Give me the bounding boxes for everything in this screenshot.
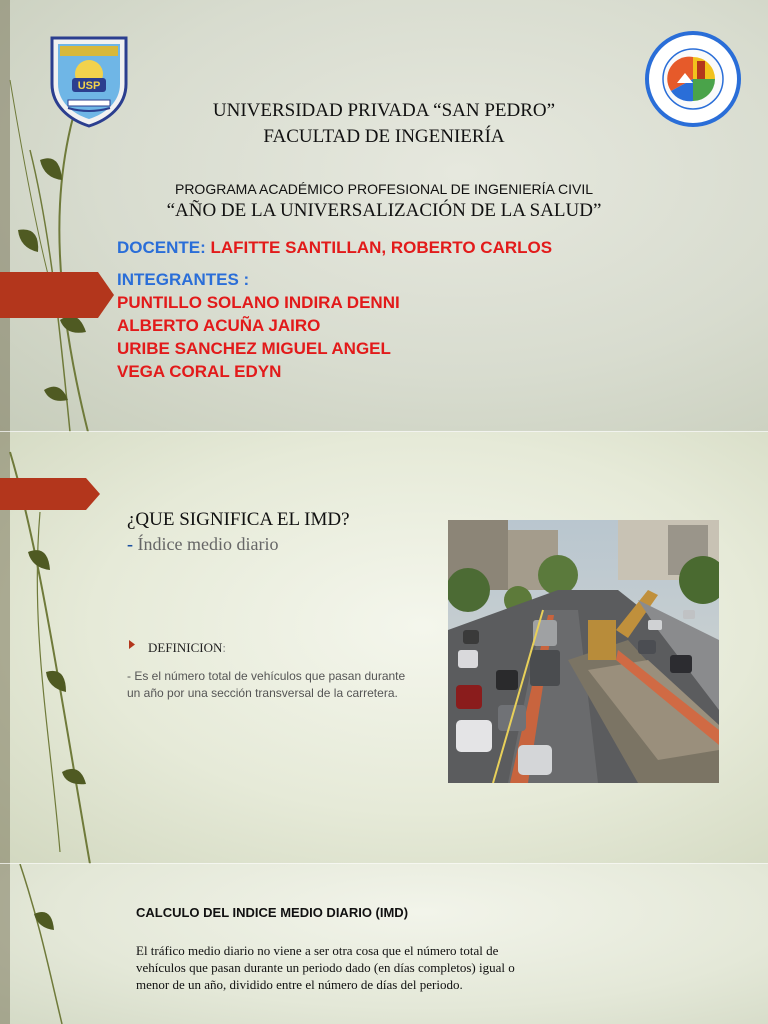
docente-label: DOCENTE: [117, 238, 206, 257]
arrow-tab [0, 272, 114, 318]
integrante-name: URIBE SANCHEZ MIGUEL ANGEL [117, 339, 391, 358]
docente-name: LAFITTE SANTILLAN, ROBERTO CARLOS [210, 238, 553, 257]
definition-label-text: DEFINICION [148, 640, 223, 655]
subtitle-text: Índice medio diario [137, 534, 279, 554]
definition-colon: : [222, 640, 227, 655]
traffic-road-photo [448, 520, 719, 783]
faculty-name: FACULTAD DE INGENIERÍA [263, 126, 505, 147]
arrow-tab [0, 478, 100, 510]
imd-subtitle [127, 534, 278, 555]
integrante-name: VEGA CORAL EDYN [117, 362, 282, 381]
university-name: UNIVERSIDAD PRIVADA “SAN PEDRO” [212, 100, 556, 121]
subtitle-dash: - [127, 534, 138, 554]
vine-decoration [0, 864, 140, 1024]
integrante-name: ALBERTO ACUÑA JAIRO [117, 316, 321, 335]
definition-text: - Es el número total de vehículos que pasan durante un año por una sección transversal de la carretera. [127, 669, 406, 700]
bullet-arrow-icon [129, 640, 135, 649]
integrante-name: PUNTILLO SOLANO INDIRA DENNI [117, 293, 400, 312]
year-motto: “AÑO DE LA UNIVERSALIZACIÓN DE LA SALUD” [166, 200, 602, 221]
calc-text: El tráfico medio diario no viene a ser otra cosa que el número total de vehículos que pasan durante un periodo dado (en días completos) igual o menor de un año, dividido entre el número de días del periodo. [136, 943, 515, 992]
calc-title: CALCULO DEL INDICE MEDIO DIARIO (IMD) [136, 905, 409, 920]
program-name: PROGRAMA ACADÉMICO PROFESIONAL DE INGENIERÍA CIVIL [174, 181, 594, 197]
integrantes-label: INTEGRANTES : [117, 270, 250, 289]
definition-label [148, 640, 226, 656]
integrantes-list [117, 268, 400, 383]
title-slide [0, 0, 768, 432]
docente-line [117, 237, 552, 259]
left-bar [0, 864, 10, 1024]
imd-question: ¿QUE SIGNIFICA EL IMD? [127, 509, 350, 530]
logo-text: USP [77, 80, 101, 92]
